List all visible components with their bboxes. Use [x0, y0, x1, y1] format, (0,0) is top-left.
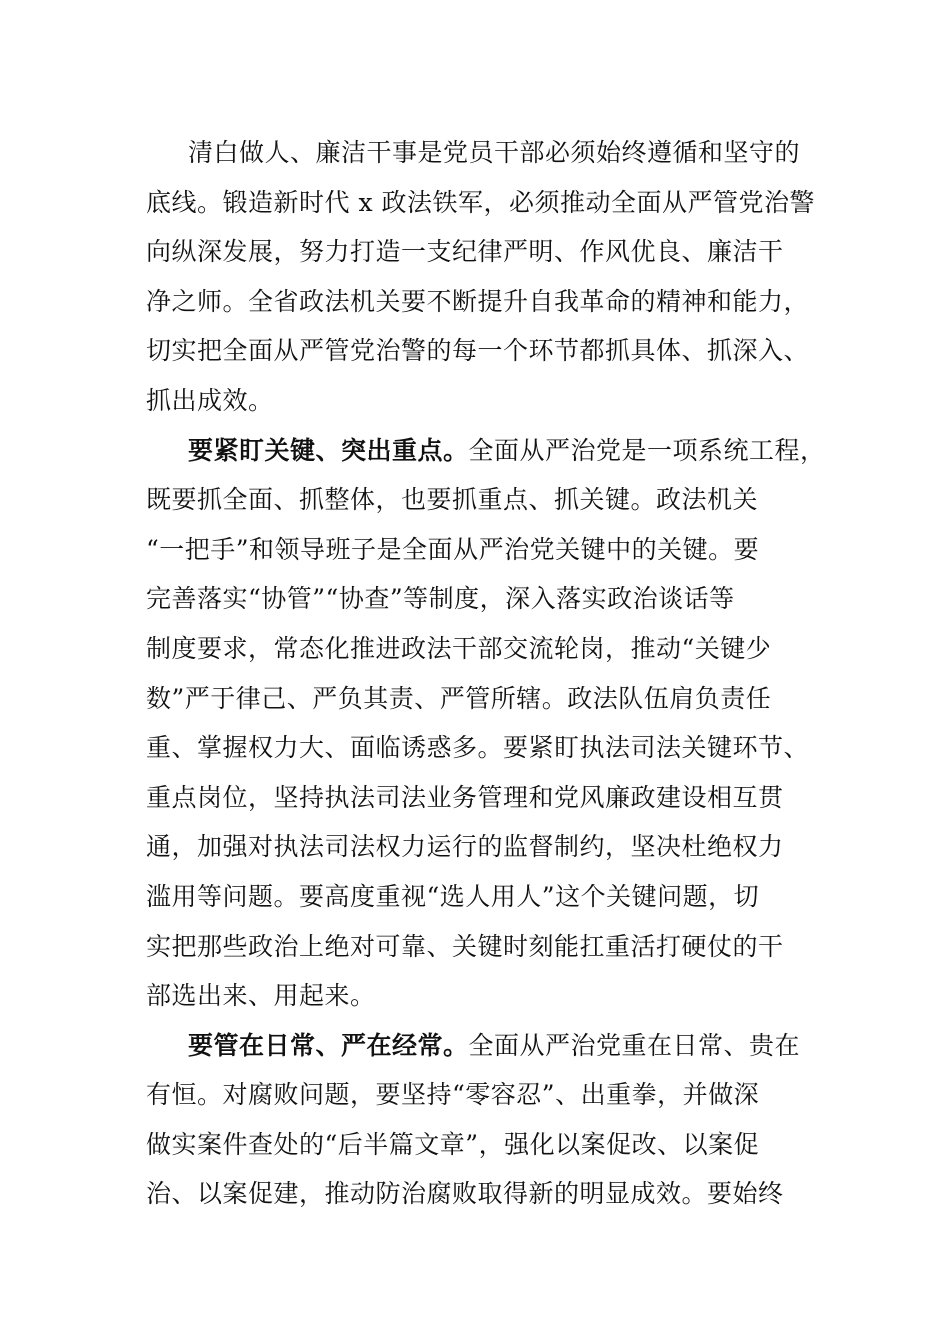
text-span: 全面从严治党重在日常、贵在 [468, 1030, 801, 1060]
text-line: 治、以案促建，推动防治腐败取得新的明显成效。要始终 [146, 1179, 784, 1209]
text-line: 做实案件查处的“后半篇文章”，强化以案促改、以案促 [146, 1129, 760, 1159]
text-line [146, 1021, 816, 1071]
text-line [146, 426, 826, 476]
paragraph-heading: 要紧盯关键、突出重点。 [188, 435, 469, 465]
text-line: 滥用等问题。要高度重视“选人用人”这个关键问题，切 [146, 881, 760, 911]
text-line: 完善落实“协管”“协查”等制度，深入落实政治谈话等 [146, 584, 735, 614]
text-span: 全面从严治党是一项系统工程， [468, 435, 826, 465]
text-line: 切实把全面从严管党治警的每一个环节都抓具体、抓深入、 [146, 336, 810, 366]
paragraph-3 [146, 1021, 816, 1219]
text-line: “一把手”和领导班子是全面从严治党关键中的关键。要 [146, 534, 760, 564]
text-line: 既要抓全面、抓整体，也要抓重点、抓关键。政法机关 [146, 485, 759, 515]
text-line: 清白做人、廉洁干事是党员干部必须始终遵循和坚守的 [188, 138, 801, 167]
text-line: 重、掌握权力大、面临诱惑多。要紧盯执法司法关键环节、 [146, 733, 810, 763]
paragraph-2 [146, 426, 826, 1021]
text-line: 部选出来、用起来。 [146, 981, 376, 1011]
text-line: 制度要求，常态化推进政法干部交流轮岗，推动“关键少 [146, 633, 772, 663]
text-line: 数”严于律己、严负其责、严管所辖。政法队伍肩负责任 [146, 683, 772, 713]
text-line: 向纵深发展，努力打造一支纪律严明、作风优良、廉洁干 [146, 237, 784, 267]
text-line: 通，加强对执法司法权力运行的监督制约，坚决杜绝权力 [146, 832, 784, 862]
text-line: 重点岗位，坚持执法司法业务管理和党风廉政建设相互贯 [146, 782, 784, 812]
text-line: 净之师。全省政法机关要不断提升自我革命的精神和能力， [146, 286, 810, 316]
document-page [146, 128, 826, 1219]
text-line: 抓出成效。 [146, 385, 274, 415]
paragraph-1 [146, 128, 816, 426]
paragraph-heading: 要管在日常、严在经常。 [188, 1030, 469, 1060]
text-line: 底线。锻造新时代 x 政法铁军，必须推动全面从严管党治警 [146, 187, 815, 217]
text-line: 实把那些政治上绝对可靠、关键时刻能扛重活打硬仗的干 [146, 931, 784, 961]
text-line: 有恒。对腐败问题，要坚持“零容忍”、出重拳，并做深 [146, 1080, 760, 1110]
